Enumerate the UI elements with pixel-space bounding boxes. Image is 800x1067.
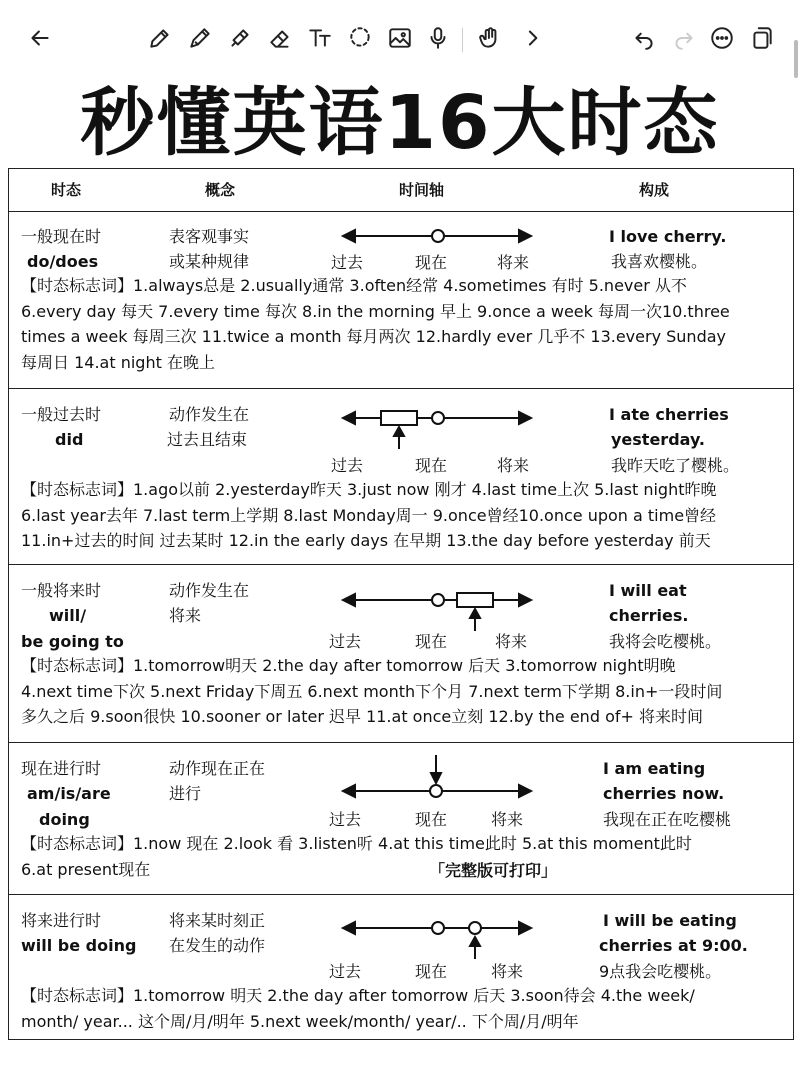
pen-icon[interactable]	[144, 22, 176, 54]
table-row	[9, 895, 793, 1041]
timeline-diagram	[339, 403, 539, 453]
tense-markers	[21, 831, 781, 882]
timeline-future-label: 将来	[491, 962, 524, 981]
tense-name: 将来进行时	[21, 911, 102, 930]
chevron-right-icon[interactable]	[516, 22, 548, 54]
example-english: cherries.	[609, 606, 689, 625]
tense-concept: 或某种规律	[169, 252, 250, 271]
example-english: I am eating	[603, 759, 706, 778]
tense-name: 一般将来时	[21, 581, 102, 600]
tense-name: 一般过去时	[21, 405, 102, 424]
marker-line: 每周日 14.at night 在晚上	[21, 352, 215, 372]
timeline-diagram	[339, 585, 539, 635]
timeline-future-label: 将来	[497, 253, 530, 272]
header-timeline: 时间轴	[399, 181, 445, 199]
marker-line: 【时态标志词】1.tomorrow 明天 2.the day after tomorrow 后天 3.soon待会 4.the week/	[21, 986, 695, 1005]
tense-form: will be doing	[21, 936, 137, 955]
eraser-icon[interactable]	[264, 22, 296, 54]
scrollbar[interactable]	[794, 40, 798, 78]
timeline-now-label: 现在	[415, 962, 448, 981]
example-chinese: 我现在正在吃樱桃	[603, 810, 732, 829]
tense-name: 一般现在时	[21, 227, 102, 246]
image-icon[interactable]	[384, 22, 416, 54]
example-english: I will be eating	[603, 911, 737, 930]
marker-line: month/ year... 这个周/月/明年 5.next week/month/ year/.. 下个周/月/明年	[21, 1011, 579, 1031]
marker-line: 【时态标志词】1.always总是 2.usually通常 3.often经常 4.sometimes 有时 5.never 从不	[21, 276, 687, 295]
toolbar	[0, 14, 800, 64]
table-row	[9, 211, 793, 389]
pages-icon[interactable]	[746, 22, 778, 54]
tense-form: be going to	[21, 632, 124, 651]
example-english: I love cherry.	[609, 227, 727, 246]
undo-icon[interactable]	[628, 22, 660, 54]
table-row	[9, 743, 793, 895]
marker-line: 【时态标志词】1.ago以前 2.yesterday昨天 3.just now 刚才 4.last time上次 5.last night昨晚	[21, 480, 717, 499]
marker-line: 6.at present现在	[21, 859, 151, 879]
marker-line: 6.last year去年 7.last term上学期 8.last Monday周一 9.once曾经10.once upon a time曾经	[21, 505, 717, 525]
example-english: I ate cherries	[609, 405, 729, 424]
timeline-past-label: 过去	[331, 456, 364, 475]
tense-concept: 动作发生在	[169, 405, 250, 424]
pencil-icon[interactable]	[184, 22, 216, 54]
tense-table	[8, 168, 794, 1040]
timeline-past-label: 过去	[329, 632, 362, 651]
timeline-future-label: 将来	[491, 810, 524, 829]
tense-concept: 进行	[169, 784, 202, 803]
timeline-future-label: 将来	[497, 456, 530, 475]
tense-concept: 动作现在正在	[169, 759, 266, 778]
table-row	[9, 389, 793, 565]
example-chinese: 我昨天吃了樱桃。	[611, 456, 740, 475]
tense-form: will/	[49, 606, 87, 625]
tense-concept: 过去且结束	[167, 430, 248, 449]
tense-concept: 动作发生在	[169, 581, 250, 600]
timeline-diagram	[339, 913, 539, 963]
tense-concept: 将来	[169, 606, 202, 625]
redo-icon[interactable]	[668, 22, 700, 54]
tense-concept: 在发生的动作	[169, 936, 266, 955]
table-row	[9, 565, 793, 743]
tense-concept: 表客观事实	[169, 227, 250, 246]
tense-markers	[21, 983, 781, 1034]
back-arrow-icon[interactable]	[24, 22, 56, 54]
highlighter-icon[interactable]	[224, 22, 256, 54]
example-chinese: 我喜欢樱桃。	[611, 252, 708, 271]
tense-form: doing	[39, 810, 90, 829]
tense-markers	[21, 477, 781, 554]
marker-line: times a week 每周三次 11.twice a month 每月两次 12.hardly ever 几乎不 13.every Sunday	[21, 327, 726, 346]
marker-line: 【时态标志词】1.now 现在 2.look 看 3.listen听 4.at this time此时 5.at this moment此时	[21, 834, 692, 853]
timeline-now-label: 现在	[415, 456, 448, 475]
table-header	[9, 169, 793, 212]
tense-name: 现在进行时	[21, 759, 102, 778]
header-concept: 概念	[205, 181, 236, 199]
toolbar-separator	[462, 28, 463, 52]
example-english: cherries now.	[603, 784, 725, 803]
timeline-now-label: 现在	[415, 810, 448, 829]
marker-line: 6.every day 每天 7.every time 每次 8.in the morning 早上 9.once a week 每周一次10.three	[21, 301, 730, 321]
marker-line: 4.next time下次 5.next Friday下周五 6.next month下个月 7.next term下学期 8.in+一段时间	[21, 681, 723, 701]
example-english: yesterday.	[611, 430, 705, 449]
timeline-past-label: 过去	[331, 253, 364, 272]
timeline-diagram	[339, 225, 539, 247]
status-bar	[0, 0, 800, 6]
tense-form: did	[55, 430, 84, 449]
marker-line: 【时态标志词】1.tomorrow明天 2.the day after tomorrow 后天 3.tomorrow night明晚	[21, 656, 676, 675]
tense-concept: 将来某时刻正	[169, 911, 266, 930]
page-title: 秒懂英语16大时态	[80, 80, 720, 166]
marker-line: 多久之后 9.soon很快 10.sooner or later 迟早 11.at once立刻 12.by the end of+ 将来时间	[21, 707, 703, 726]
timeline-now-label: 现在	[415, 632, 448, 651]
timeline-future-label: 将来	[495, 632, 528, 651]
timeline-diagram	[339, 753, 539, 805]
tense-form: do/does	[27, 252, 99, 271]
lasso-icon[interactable]	[344, 22, 376, 54]
microphone-icon[interactable]	[422, 22, 454, 54]
tense-markers	[21, 273, 781, 375]
header-structure: 构成	[639, 181, 670, 199]
example-chinese: 我将会吃樱桃。	[609, 632, 722, 651]
timeline-past-label: 过去	[329, 962, 362, 981]
print-note: 「完整版可打印」	[429, 861, 558, 880]
hand-icon[interactable]	[474, 22, 506, 54]
example-chinese: 9点我会吃樱桃。	[599, 962, 722, 981]
example-english: I will eat	[609, 581, 687, 600]
marker-line: 11.in+过去的时间 过去某时 12.in the early days 在早期 13.the day before yesterday 前天	[21, 531, 711, 550]
text-tool-icon[interactable]	[304, 22, 336, 54]
tense-markers	[21, 653, 781, 730]
header-tense: 时态	[51, 181, 82, 199]
timeline-past-label: 过去	[329, 810, 362, 829]
example-english: cherries at 9:00.	[599, 936, 748, 955]
tense-form: am/is/are	[27, 784, 111, 803]
timeline-now-label: 现在	[415, 253, 448, 272]
more-icon[interactable]	[706, 22, 738, 54]
